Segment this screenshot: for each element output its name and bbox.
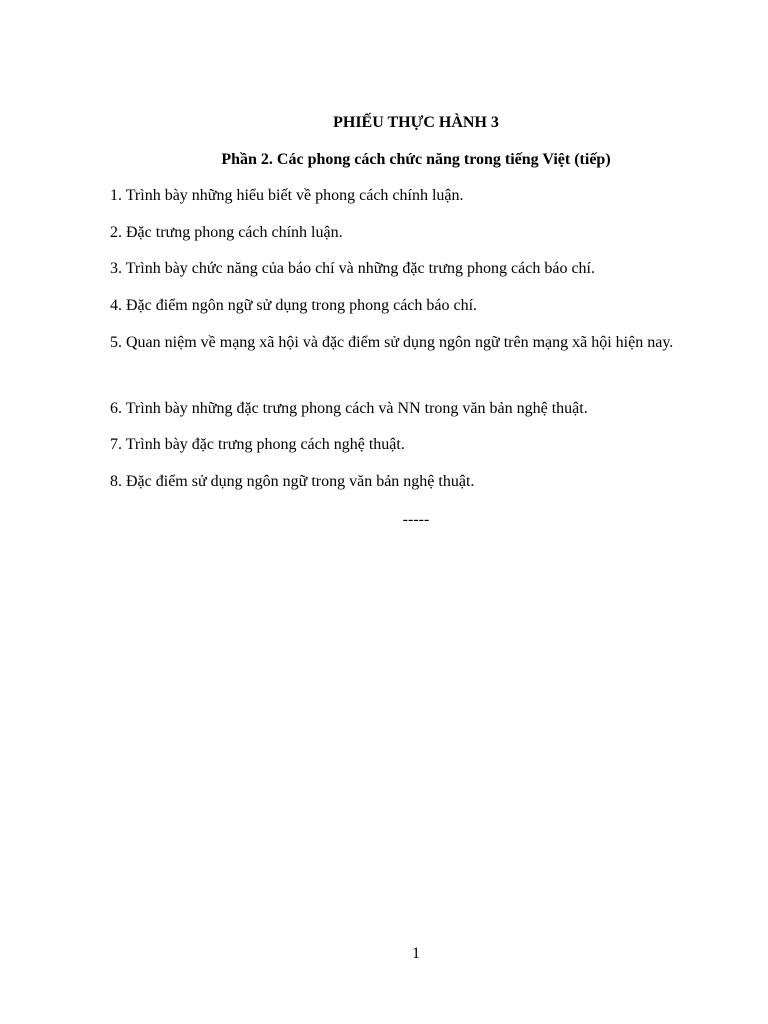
question-item: 7. Trình bày đặc trưng phong cách nghệ thuật.	[110, 436, 405, 453]
question-item: 1. Trình bày những hiểu biết về phong cách chính luận.	[110, 187, 464, 204]
question-item: 6. Trình bày những đặc trưng phong cách và NN trong văn bản nghệ thuật.	[110, 400, 588, 417]
section-subtitle: Phần 2. Các phong cách chức năng trong tiếng Việt (tiếp)	[221, 151, 611, 168]
question-item: 3. Trình bày chức năng của báo chí và những đặc trưng phong cách báo chí.	[110, 260, 595, 277]
section-separator: -----	[402, 511, 430, 528]
question-item: 2. Đặc trưng phong cách chính luận.	[110, 224, 343, 241]
page-number: 1	[412, 945, 420, 962]
question-item: 8. Đặc điểm sử dụng ngôn ngữ trong văn bản nghệ thuật.	[110, 473, 475, 490]
question-item: 4. Đặc điểm ngôn ngữ sử dụng trong phong cách báo chí.	[110, 297, 478, 314]
page-title: PHIẾU THỰC HÀNH 3	[333, 114, 499, 131]
question-item: 5. Quan niệm về mạng xã hội và đặc điểm sử dụng ngôn ngữ trên mạng xã hội hiện nay.	[110, 334, 674, 351]
